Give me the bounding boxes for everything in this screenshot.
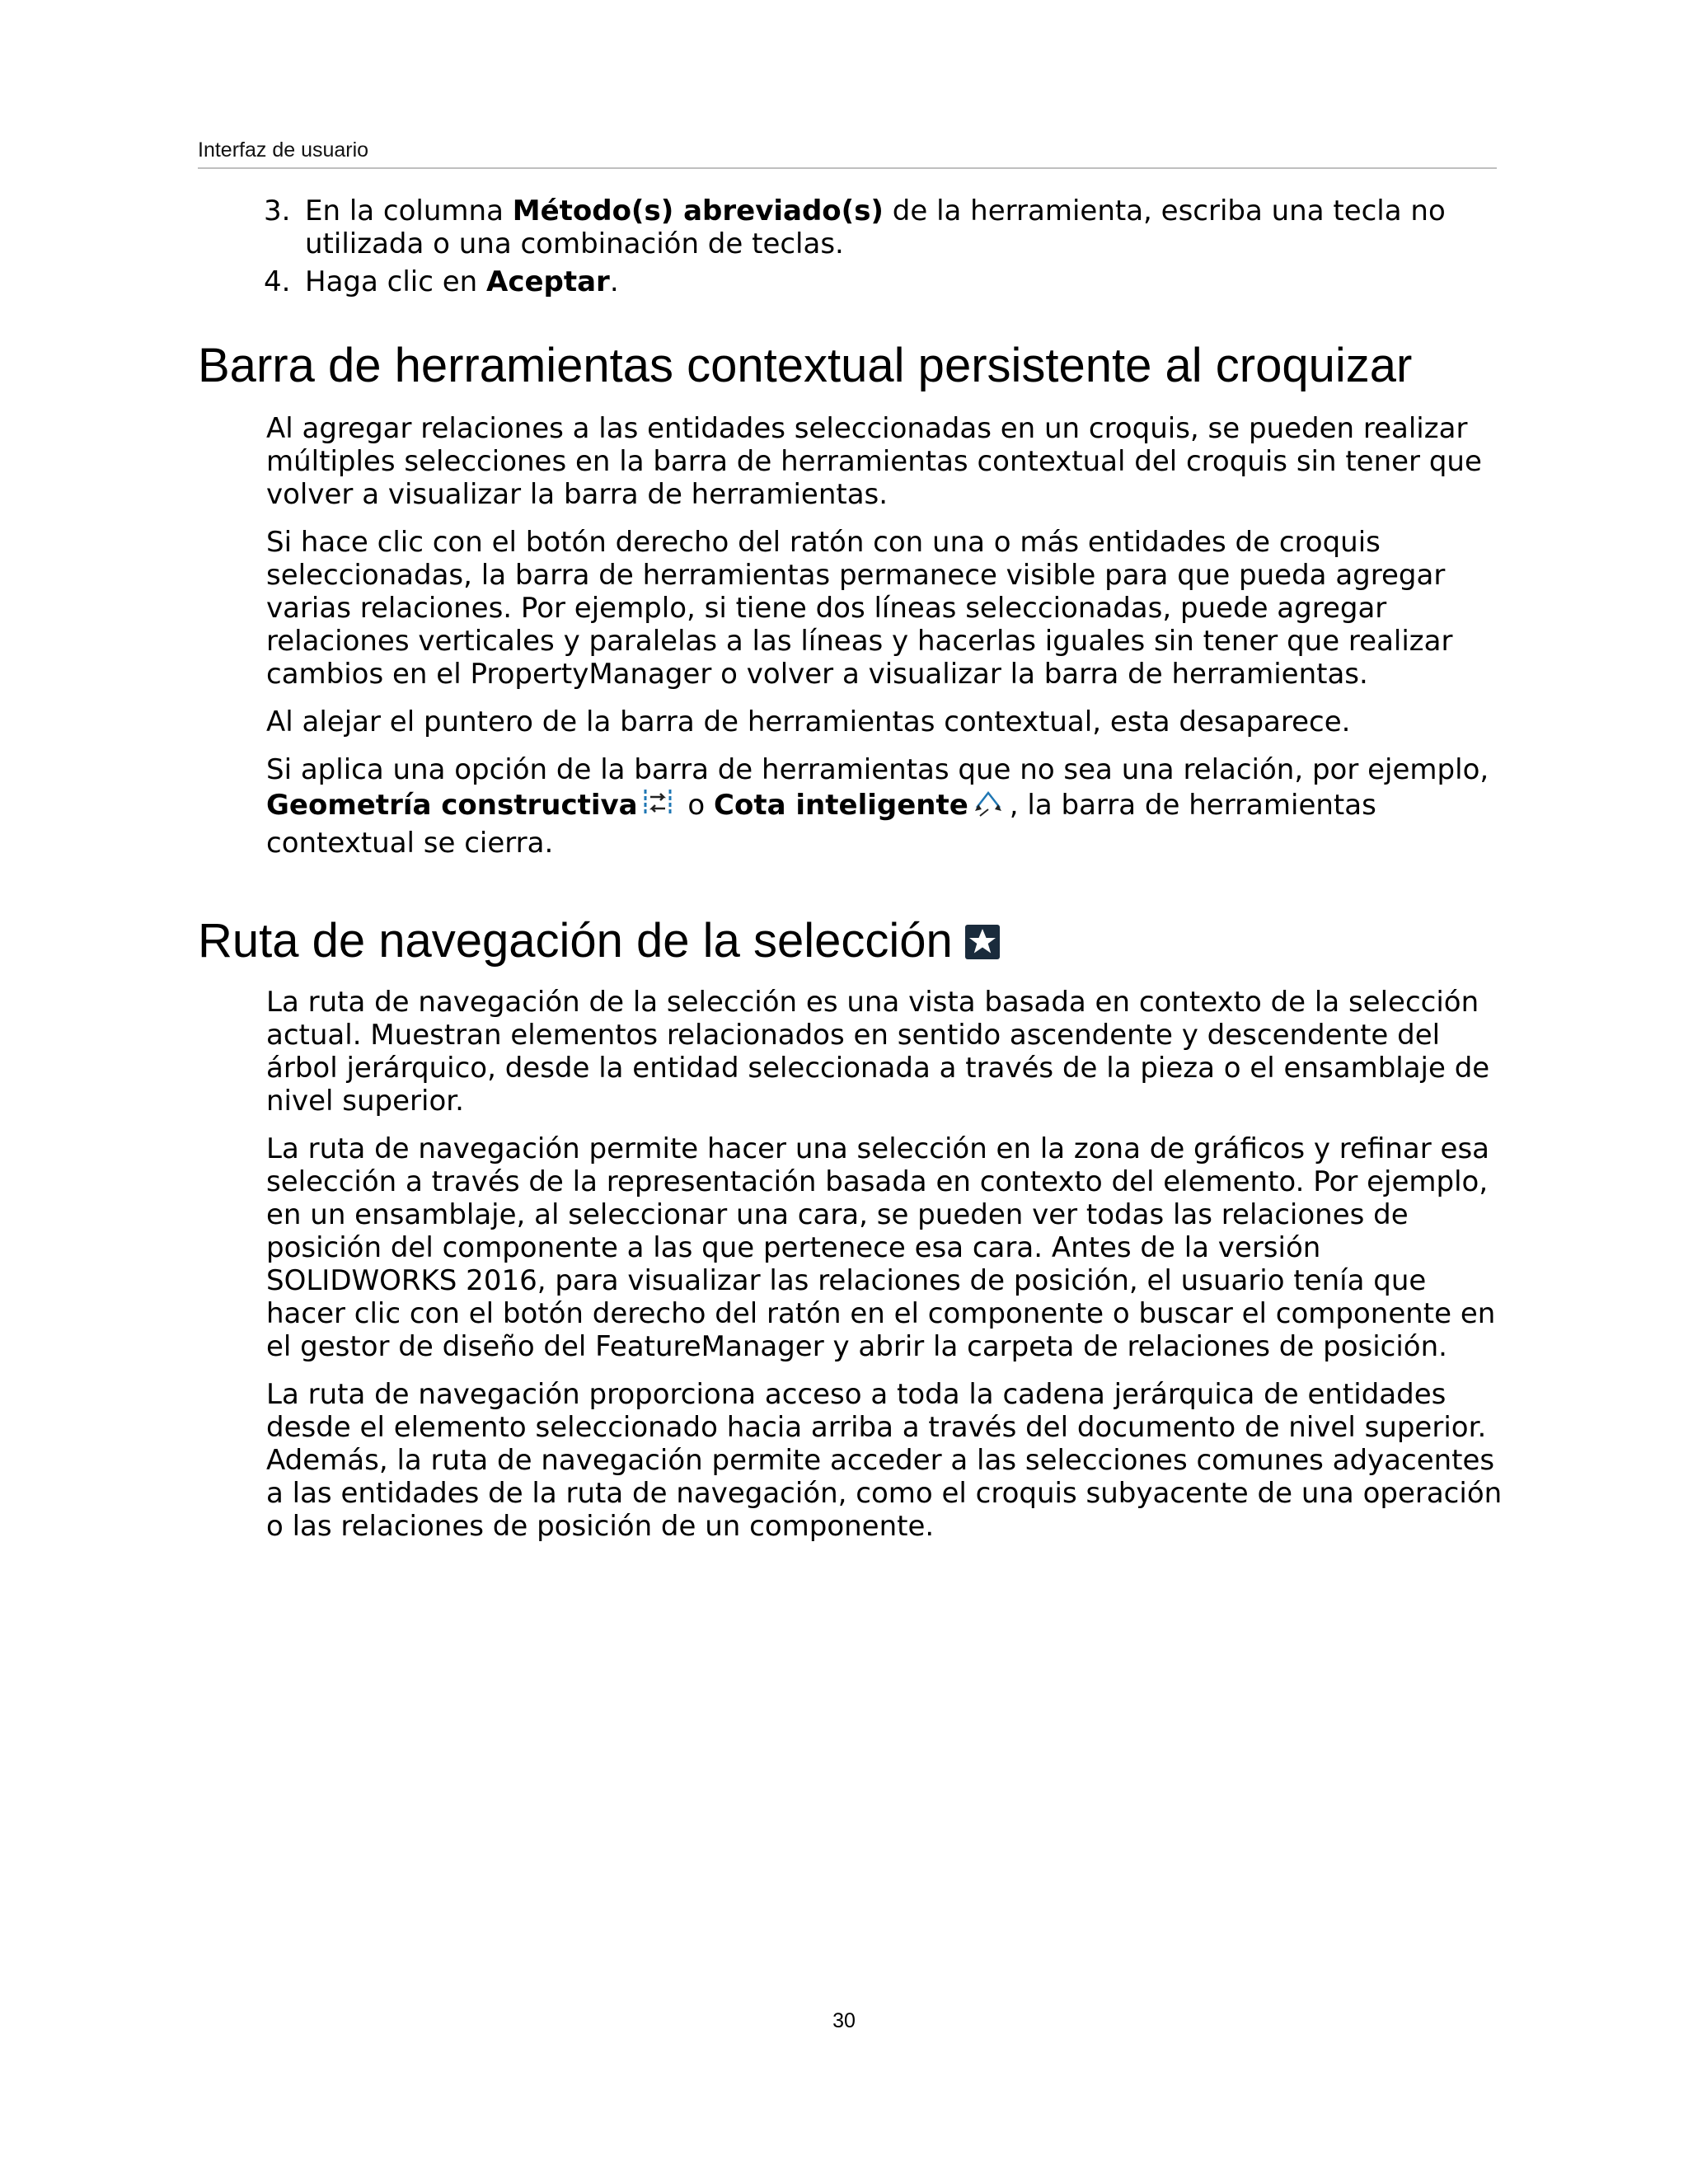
step-text: En la columna bbox=[305, 194, 513, 227]
section-heading-toolbar: Barra de herramientas contextual persistente al croquizar bbox=[198, 339, 1413, 392]
paragraph: Si hace clic con el botón derecho del ratón con una o más entidades de croquis seleccionadas, la barra de herramientas permanece visible para que pueda agregar varias relaciones. Por ejemplo, si tiene dos líneas seleccionadas, puede agregar relaciones verticales y paralelas a las líneas y hacerlas iguales sin tener que realizar cambios en el PropertyManager o volver a visualizar la barra de herramientas. bbox=[266, 526, 1453, 691]
new-feature-star-icon bbox=[964, 916, 1001, 972]
bold-term: Cota inteligente bbox=[714, 789, 968, 822]
smart-dimension-icon bbox=[972, 786, 1005, 827]
step-text: de la herramienta, escriba una tecla no utilizada o una combinación de teclas. bbox=[305, 194, 1446, 260]
page-number: 30 bbox=[832, 2009, 856, 2032]
section-toolbar-body bbox=[266, 412, 1503, 874]
step-number: 3. bbox=[264, 194, 291, 227]
step-text: . bbox=[609, 265, 619, 298]
paragraph-text: o bbox=[678, 789, 715, 822]
paragraph-text: , la barra de herramientas contextual se cierra. bbox=[266, 789, 1376, 860]
section-heading-breadcrumb bbox=[198, 913, 1517, 972]
paragraph: Al alejar el puntero de la barra de herramientas contextual, esta desaparece. bbox=[266, 705, 1351, 738]
running-header: Interfaz de usuario bbox=[198, 138, 1497, 169]
paragraph: Al agregar relaciones a las entidades seleccionadas en un croquis, se pueden realizar múltiples selecciones en la barra de herramientas contextual del croquis sin tener que volver a visualizar la barra de herramientas. bbox=[266, 412, 1482, 511]
step-bold: Método(s) abreviado(s) bbox=[512, 194, 884, 227]
paragraph-text: Si aplica una opción de la barra de herramientas que no sea una relación, por ejemplo, bbox=[266, 753, 1489, 786]
bold-term: Geometría constructiva bbox=[266, 789, 638, 822]
paragraph: La ruta de navegación permite hacer una selección en la zona de gráficos y refinar esa selección a través de la representación basada en contexto del elemento. Por ejemplo, en un ensamblaje, al seleccionar una cara, se pueden ver todas las relaciones de posición del componente a las que pertenece esa cara. Antes de la versión SOLIDWORKS 2016, para visualizar las relaciones de posición, el usuario tenía que hacer clic con el botón derecho del ratón en el componente o buscar el componente en el gestor de diseño del FeatureManager y abrir la carpeta de relaciones de posición. bbox=[266, 1132, 1496, 1363]
step-item-4 bbox=[264, 265, 1497, 298]
step-item-3 bbox=[264, 194, 1497, 260]
construction-geometry-icon bbox=[641, 786, 674, 827]
paragraph: La ruta de navegación proporciona acceso a toda la cadena jerárquica de entidades desde el elemento seleccionado hacia arriba a través del documento de nivel superior. Además, la ruta de navegación permite acceder a las selecciones comunes adyacentes a las entidades de la ruta de navegación, como el croquis subyacente de una operación o las relaciones de posición de un componente. bbox=[266, 1378, 1503, 1543]
paragraph bbox=[266, 753, 1503, 860]
step-bold: Aceptar bbox=[486, 265, 610, 298]
step-number: 4. bbox=[264, 265, 291, 298]
step-list bbox=[264, 194, 1497, 303]
step-text: Haga clic en bbox=[305, 265, 486, 298]
paragraph: La ruta de navegación de la selección es una vista basada en contexto de la selección actual. Muestran elementos relacionados en sentido ascendente y descendente del árbol jerárquico, desde la entidad seleccionada a través de la pieza o el ensamblaje de nivel superior. bbox=[266, 986, 1490, 1118]
section-heading-text: Ruta de navegación de la selección bbox=[198, 914, 953, 968]
section-breadcrumb-body bbox=[266, 986, 1503, 1558]
